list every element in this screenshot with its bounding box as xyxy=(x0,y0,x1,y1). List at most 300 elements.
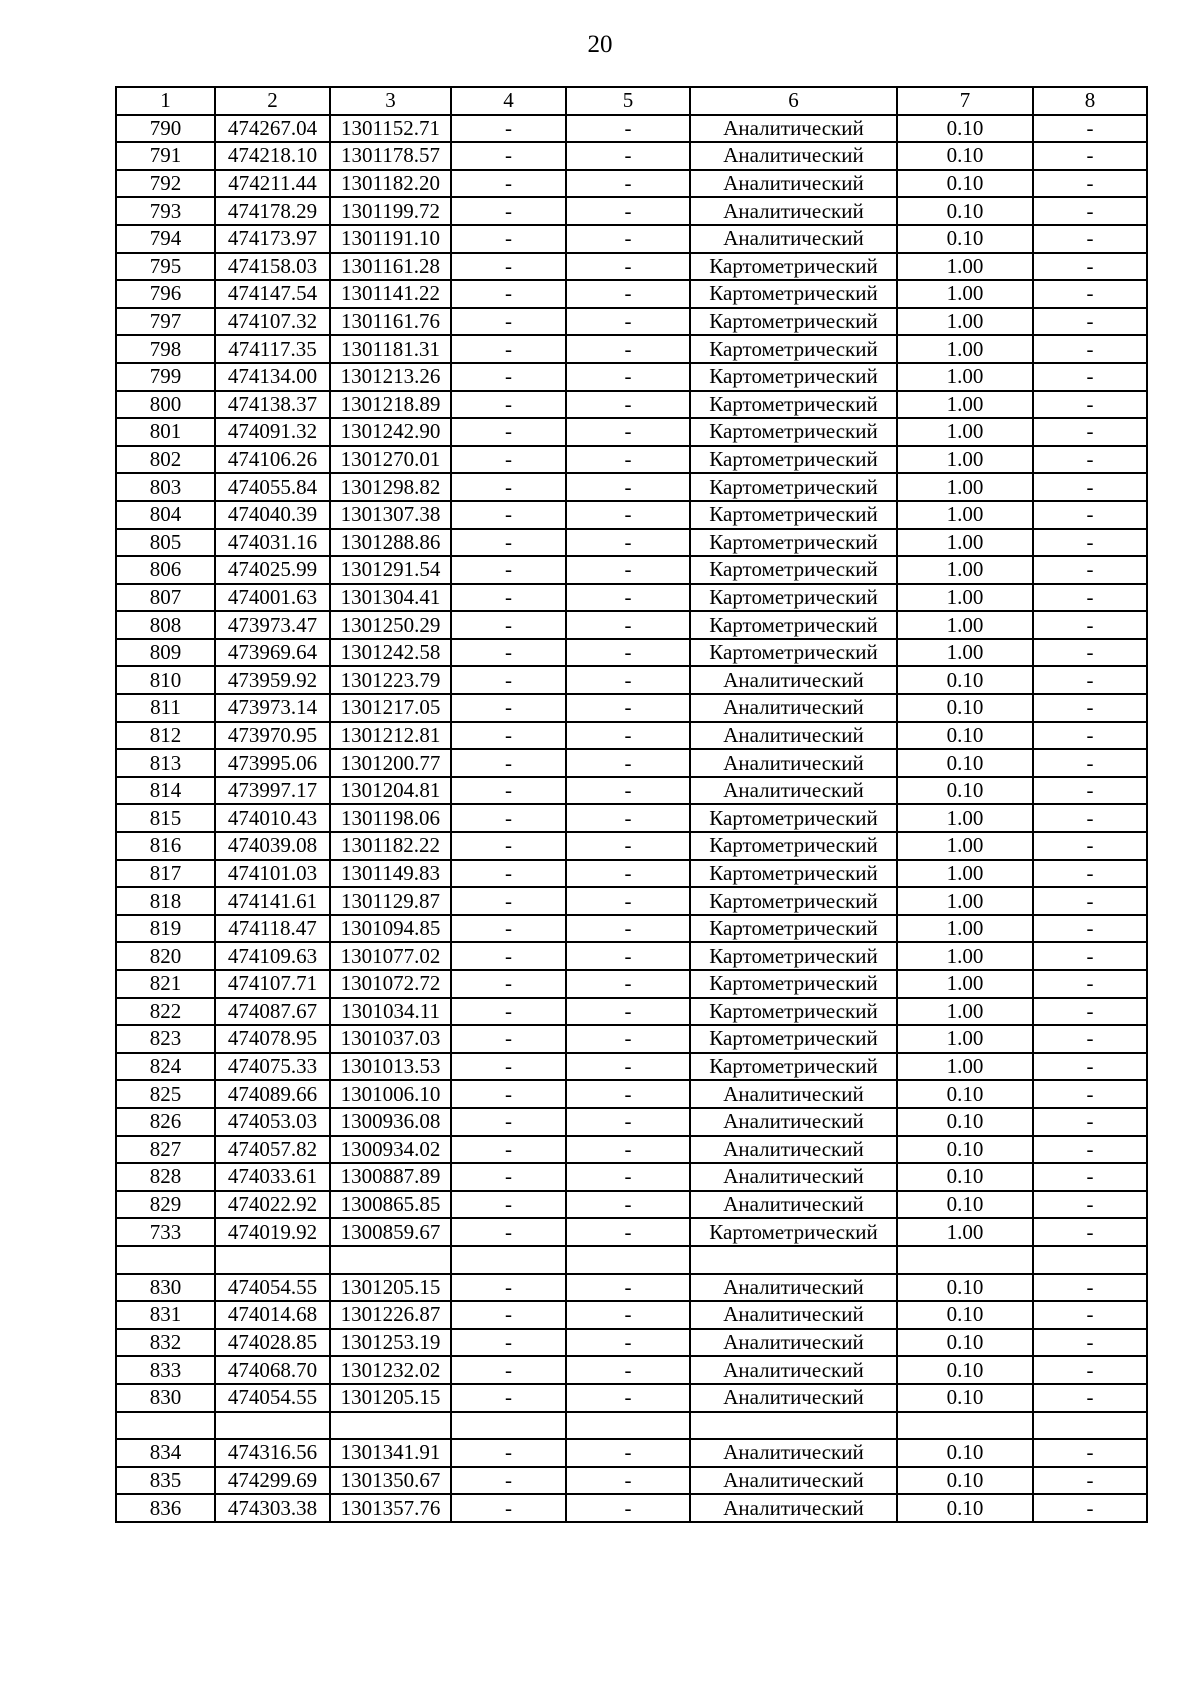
coord-x-cell: 474109.63 xyxy=(215,942,330,970)
col-5-cell: - xyxy=(566,611,690,639)
point-number-cell: 810 xyxy=(116,666,215,694)
col-5-cell: - xyxy=(566,1494,690,1522)
col-4-cell: - xyxy=(451,777,566,805)
coord-x-cell: 474040.39 xyxy=(215,501,330,529)
method-cell: Картометрический xyxy=(690,611,897,639)
coord-x-cell: 473970.95 xyxy=(215,722,330,750)
coord-x-cell: 474054.55 xyxy=(215,1384,330,1412)
method-cell: Аналитический xyxy=(690,749,897,777)
col-4-cell xyxy=(451,1412,566,1440)
table-row xyxy=(116,694,1147,722)
point-number-cell: 823 xyxy=(116,1025,215,1053)
col-4-cell: - xyxy=(451,1080,566,1108)
point-number-cell: 833 xyxy=(116,1356,215,1384)
coord-x-cell: 474001.63 xyxy=(215,584,330,612)
accuracy-cell: 1.00 xyxy=(897,391,1033,419)
header-cell: 1 xyxy=(116,87,215,115)
col-5-cell: - xyxy=(566,887,690,915)
accuracy-cell: 0.10 xyxy=(897,1356,1033,1384)
col-5-cell: - xyxy=(566,280,690,308)
col-8-cell: - xyxy=(1033,1356,1147,1384)
col-8-cell: - xyxy=(1033,253,1147,281)
col-8-cell: - xyxy=(1033,1080,1147,1108)
coordinates-table xyxy=(115,86,1148,1523)
method-cell xyxy=(690,1412,897,1440)
col-5-cell: - xyxy=(566,666,690,694)
accuracy-cell: 1.00 xyxy=(897,639,1033,667)
accuracy-cell: 1.00 xyxy=(897,1025,1033,1053)
col-8-cell: - xyxy=(1033,308,1147,336)
coord-y-cell: 1301161.76 xyxy=(330,308,451,336)
point-number-cell: 825 xyxy=(116,1080,215,1108)
col-8-cell: - xyxy=(1033,556,1147,584)
col-5-cell: - xyxy=(566,1163,690,1191)
accuracy-cell: 1.00 xyxy=(897,280,1033,308)
table-row xyxy=(116,611,1147,639)
col-4-cell: - xyxy=(451,170,566,198)
coord-y-cell: 1301298.82 xyxy=(330,473,451,501)
col-8-cell: - xyxy=(1033,280,1147,308)
col-4-cell: - xyxy=(451,363,566,391)
col-5-cell: - xyxy=(566,473,690,501)
col-5-cell xyxy=(566,1246,690,1274)
point-number-cell: 802 xyxy=(116,446,215,474)
coord-y-cell: 1301307.38 xyxy=(330,501,451,529)
point-number-cell xyxy=(116,1412,215,1440)
point-number-cell: 826 xyxy=(116,1108,215,1136)
header-cell: 2 xyxy=(215,87,330,115)
col-8-cell: - xyxy=(1033,115,1147,143)
col-8-cell: - xyxy=(1033,1218,1147,1246)
coord-y-cell: 1301182.20 xyxy=(330,170,451,198)
table-row xyxy=(116,1329,1147,1357)
point-number-cell: 799 xyxy=(116,363,215,391)
point-number-cell: 828 xyxy=(116,1163,215,1191)
col-5-cell: - xyxy=(566,115,690,143)
col-4-cell: - xyxy=(451,1467,566,1495)
col-8-cell: - xyxy=(1033,915,1147,943)
header-cell: 3 xyxy=(330,87,451,115)
col-8-cell: - xyxy=(1033,446,1147,474)
coord-x-cell: 474173.97 xyxy=(215,225,330,253)
coord-y-cell: 1301198.06 xyxy=(330,804,451,832)
coord-y-cell xyxy=(330,1246,451,1274)
method-cell: Картометрический xyxy=(690,391,897,419)
point-number-cell: 822 xyxy=(116,998,215,1026)
coord-x-cell xyxy=(215,1412,330,1440)
table-row xyxy=(116,529,1147,557)
coord-y-cell: 1301034.11 xyxy=(330,998,451,1026)
col-4-cell: - xyxy=(451,722,566,750)
coord-y-cell: 1301182.22 xyxy=(330,832,451,860)
accuracy-cell: 0.10 xyxy=(897,749,1033,777)
table-row xyxy=(116,363,1147,391)
point-number-cell: 796 xyxy=(116,280,215,308)
col-4-cell: - xyxy=(451,887,566,915)
col-5-cell: - xyxy=(566,253,690,281)
method-cell: Картометрический xyxy=(690,418,897,446)
col-8-cell: - xyxy=(1033,1384,1147,1412)
col-5-cell: - xyxy=(566,749,690,777)
point-number-cell: 824 xyxy=(116,1053,215,1081)
point-number-cell: 831 xyxy=(116,1301,215,1329)
method-cell: Аналитический xyxy=(690,694,897,722)
header-cell: 5 xyxy=(566,87,690,115)
col-4-cell: - xyxy=(451,611,566,639)
coord-y-cell: 1301232.02 xyxy=(330,1356,451,1384)
col-5-cell xyxy=(566,1412,690,1440)
method-cell: Аналитический xyxy=(690,1080,897,1108)
coord-x-cell: 474078.95 xyxy=(215,1025,330,1053)
method-cell: Аналитический xyxy=(690,197,897,225)
col-8-cell: - xyxy=(1033,225,1147,253)
col-5-cell: - xyxy=(566,1108,690,1136)
col-8-cell: - xyxy=(1033,1053,1147,1081)
col-5-cell: - xyxy=(566,1053,690,1081)
point-number-cell: 791 xyxy=(116,142,215,170)
header-cell: 4 xyxy=(451,87,566,115)
accuracy-cell: 1.00 xyxy=(897,1218,1033,1246)
coord-x-cell: 474033.61 xyxy=(215,1163,330,1191)
accuracy-cell: 0.10 xyxy=(897,1467,1033,1495)
col-4-cell: - xyxy=(451,1301,566,1329)
table-row xyxy=(116,804,1147,832)
col-4-cell: - xyxy=(451,115,566,143)
method-cell xyxy=(690,1246,897,1274)
method-cell: Аналитический xyxy=(690,115,897,143)
coord-x-cell: 474316.56 xyxy=(215,1439,330,1467)
col-5-cell: - xyxy=(566,1384,690,1412)
col-5-cell: - xyxy=(566,1439,690,1467)
coord-x-cell: 474107.71 xyxy=(215,970,330,998)
table-row xyxy=(116,1301,1147,1329)
point-number-cell: 819 xyxy=(116,915,215,943)
col-4-cell: - xyxy=(451,1356,566,1384)
accuracy-cell: 1.00 xyxy=(897,363,1033,391)
accuracy-cell: 0.10 xyxy=(897,1494,1033,1522)
table-row xyxy=(116,197,1147,225)
col-5-cell: - xyxy=(566,998,690,1026)
point-number-cell: 806 xyxy=(116,556,215,584)
method-cell: Картометрический xyxy=(690,1218,897,1246)
point-number-cell: 805 xyxy=(116,529,215,557)
method-cell: Аналитический xyxy=(690,1356,897,1384)
point-number-cell: 836 xyxy=(116,1494,215,1522)
coord-y-cell: 1301152.71 xyxy=(330,115,451,143)
coord-y-cell: 1301242.58 xyxy=(330,639,451,667)
col-5-cell: - xyxy=(566,556,690,584)
coord-x-cell: 474303.38 xyxy=(215,1494,330,1522)
col-4-cell: - xyxy=(451,1274,566,1302)
point-number-cell: 829 xyxy=(116,1191,215,1219)
col-4-cell xyxy=(451,1246,566,1274)
accuracy-cell: 0.10 xyxy=(897,722,1033,750)
header-cell: 6 xyxy=(690,87,897,115)
accuracy-cell: 0.10 xyxy=(897,1136,1033,1164)
col-8-cell: - xyxy=(1033,391,1147,419)
col-8-cell: - xyxy=(1033,887,1147,915)
table-row xyxy=(116,418,1147,446)
coord-y-cell: 1301129.87 xyxy=(330,887,451,915)
coord-x-cell: 474178.29 xyxy=(215,197,330,225)
point-number-cell: 797 xyxy=(116,308,215,336)
point-number-cell: 807 xyxy=(116,584,215,612)
col-5-cell: - xyxy=(566,1080,690,1108)
col-5-cell: - xyxy=(566,529,690,557)
coord-x-cell: 473997.17 xyxy=(215,777,330,805)
accuracy-cell: 1.00 xyxy=(897,915,1033,943)
col-5-cell: - xyxy=(566,722,690,750)
method-cell: Аналитический xyxy=(690,1274,897,1302)
coord-y-cell: 1300934.02 xyxy=(330,1136,451,1164)
table-row xyxy=(116,225,1147,253)
point-number-cell: 800 xyxy=(116,391,215,419)
table-row xyxy=(116,639,1147,667)
table-row xyxy=(116,666,1147,694)
accuracy-cell: 1.00 xyxy=(897,473,1033,501)
method-cell: Картометрический xyxy=(690,887,897,915)
table-row xyxy=(116,1274,1147,1302)
col-4-cell: - xyxy=(451,1108,566,1136)
method-cell: Картометрический xyxy=(690,446,897,474)
col-5-cell: - xyxy=(566,1467,690,1495)
coord-y-cell: 1301350.67 xyxy=(330,1467,451,1495)
col-8-cell: - xyxy=(1033,1025,1147,1053)
coord-x-cell: 474141.61 xyxy=(215,887,330,915)
table-row xyxy=(116,556,1147,584)
coord-y-cell: 1301205.15 xyxy=(330,1384,451,1412)
col-4-cell: - xyxy=(451,529,566,557)
coord-y-cell: 1301304.41 xyxy=(330,584,451,612)
method-cell: Картометрический xyxy=(690,639,897,667)
method-cell: Картометрический xyxy=(690,501,897,529)
coord-y-cell: 1301037.03 xyxy=(330,1025,451,1053)
point-number-cell: 809 xyxy=(116,639,215,667)
table-row xyxy=(116,1191,1147,1219)
col-8-cell: - xyxy=(1033,777,1147,805)
coord-y-cell: 1301006.10 xyxy=(330,1080,451,1108)
coord-x-cell: 474055.84 xyxy=(215,473,330,501)
accuracy-cell: 0.10 xyxy=(897,1163,1033,1191)
coord-x-cell: 474106.26 xyxy=(215,446,330,474)
accuracy-cell: 1.00 xyxy=(897,998,1033,1026)
coord-y-cell: 1301288.86 xyxy=(330,529,451,557)
coord-y-cell: 1301212.81 xyxy=(330,722,451,750)
col-5-cell: - xyxy=(566,1025,690,1053)
col-8-cell: - xyxy=(1033,694,1147,722)
col-4-cell: - xyxy=(451,1384,566,1412)
col-8-cell: - xyxy=(1033,335,1147,363)
coord-y-cell: 1301226.87 xyxy=(330,1301,451,1329)
col-8-cell: - xyxy=(1033,501,1147,529)
col-8-cell: - xyxy=(1033,1108,1147,1136)
col-5-cell: - xyxy=(566,860,690,888)
accuracy-cell: 0.10 xyxy=(897,1439,1033,1467)
coord-x-cell: 474091.32 xyxy=(215,418,330,446)
point-number-cell: 795 xyxy=(116,253,215,281)
table-row xyxy=(116,308,1147,336)
coord-x-cell: 474031.16 xyxy=(215,529,330,557)
coord-x-cell: 474019.92 xyxy=(215,1218,330,1246)
method-cell: Картометрический xyxy=(690,970,897,998)
point-number-cell: 827 xyxy=(116,1136,215,1164)
col-4-cell: - xyxy=(451,142,566,170)
point-number-cell: 813 xyxy=(116,749,215,777)
coord-x-cell: 474089.66 xyxy=(215,1080,330,1108)
coord-x-cell: 473969.64 xyxy=(215,639,330,667)
method-cell: Картометрический xyxy=(690,473,897,501)
point-number-cell: 798 xyxy=(116,335,215,363)
col-5-cell: - xyxy=(566,501,690,529)
point-number-cell: 818 xyxy=(116,887,215,915)
accuracy-cell: 1.00 xyxy=(897,942,1033,970)
coord-y-cell: 1301161.28 xyxy=(330,253,451,281)
col-8-cell: - xyxy=(1033,639,1147,667)
method-cell: Аналитический xyxy=(690,1108,897,1136)
point-number-cell: 835 xyxy=(116,1467,215,1495)
coord-y-cell: 1301141.22 xyxy=(330,280,451,308)
accuracy-cell: 0.10 xyxy=(897,1329,1033,1357)
coord-x-cell: 473995.06 xyxy=(215,749,330,777)
accuracy-cell: 0.10 xyxy=(897,1191,1033,1219)
coord-x-cell: 474028.85 xyxy=(215,1329,330,1357)
coord-y-cell: 1301178.57 xyxy=(330,142,451,170)
accuracy-cell: 1.00 xyxy=(897,887,1033,915)
method-cell: Картометрический xyxy=(690,253,897,281)
method-cell: Аналитический xyxy=(690,777,897,805)
coord-x-cell: 474211.44 xyxy=(215,170,330,198)
accuracy-cell: 0.10 xyxy=(897,170,1033,198)
col-8-cell: - xyxy=(1033,666,1147,694)
coord-x-cell: 474117.35 xyxy=(215,335,330,363)
coord-y-cell: 1301204.81 xyxy=(330,777,451,805)
col-4-cell: - xyxy=(451,197,566,225)
coord-y-cell: 1300859.67 xyxy=(330,1218,451,1246)
accuracy-cell: 0.10 xyxy=(897,142,1033,170)
table-row xyxy=(116,749,1147,777)
accuracy-cell: 1.00 xyxy=(897,804,1033,832)
col-4-cell: - xyxy=(451,391,566,419)
col-5-cell: - xyxy=(566,170,690,198)
point-number-cell: 815 xyxy=(116,804,215,832)
col-8-cell: - xyxy=(1033,832,1147,860)
method-cell: Картометрический xyxy=(690,1053,897,1081)
accuracy-cell: 1.00 xyxy=(897,556,1033,584)
col-4-cell: - xyxy=(451,1329,566,1357)
method-cell: Картометрический xyxy=(690,363,897,391)
col-8-cell: - xyxy=(1033,529,1147,557)
method-cell: Картометрический xyxy=(690,804,897,832)
col-8-cell xyxy=(1033,1246,1147,1274)
col-8-cell: - xyxy=(1033,804,1147,832)
col-5-cell: - xyxy=(566,942,690,970)
point-number-cell: 794 xyxy=(116,225,215,253)
method-cell: Аналитический xyxy=(690,722,897,750)
method-cell: Аналитический xyxy=(690,170,897,198)
col-4-cell: - xyxy=(451,694,566,722)
point-number-cell: 804 xyxy=(116,501,215,529)
coord-y-cell: 1301077.02 xyxy=(330,942,451,970)
col-4-cell: - xyxy=(451,666,566,694)
col-4-cell: - xyxy=(451,942,566,970)
col-8-cell: - xyxy=(1033,363,1147,391)
col-8-cell: - xyxy=(1033,418,1147,446)
point-number-cell: 830 xyxy=(116,1274,215,1302)
col-5-cell: - xyxy=(566,225,690,253)
method-cell: Аналитический xyxy=(690,1494,897,1522)
coord-y-cell xyxy=(330,1412,451,1440)
table-row xyxy=(116,1467,1147,1495)
col-4-cell: - xyxy=(451,1439,566,1467)
method-cell: Аналитический xyxy=(690,1191,897,1219)
col-5-cell: - xyxy=(566,832,690,860)
col-8-cell: - xyxy=(1033,142,1147,170)
accuracy-cell: 0.10 xyxy=(897,777,1033,805)
accuracy-cell: 0.10 xyxy=(897,694,1033,722)
method-cell: Картометрический xyxy=(690,998,897,1026)
coord-x-cell: 474107.32 xyxy=(215,308,330,336)
col-8-cell: - xyxy=(1033,860,1147,888)
coord-x-cell: 474299.69 xyxy=(215,1467,330,1495)
method-cell: Аналитический xyxy=(690,142,897,170)
table-row xyxy=(116,446,1147,474)
point-number-cell: 830 xyxy=(116,1384,215,1412)
coord-x-cell: 474054.55 xyxy=(215,1274,330,1302)
col-4-cell: - xyxy=(451,1025,566,1053)
col-4-cell: - xyxy=(451,1136,566,1164)
col-5-cell: - xyxy=(566,1356,690,1384)
coord-y-cell: 1301199.72 xyxy=(330,197,451,225)
point-number-cell xyxy=(116,1246,215,1274)
table-row xyxy=(116,998,1147,1026)
coord-y-cell: 1301191.10 xyxy=(330,225,451,253)
coord-x-cell: 474147.54 xyxy=(215,280,330,308)
col-5-cell: - xyxy=(566,1191,690,1219)
coord-x-cell: 474087.67 xyxy=(215,998,330,1026)
table-row xyxy=(116,1356,1147,1384)
col-5-cell: - xyxy=(566,804,690,832)
coord-x-cell: 474039.08 xyxy=(215,832,330,860)
method-cell: Картометрический xyxy=(690,335,897,363)
col-5-cell: - xyxy=(566,915,690,943)
col-5-cell: - xyxy=(566,970,690,998)
accuracy-cell xyxy=(897,1412,1033,1440)
method-cell: Аналитический xyxy=(690,1467,897,1495)
point-number-cell: 821 xyxy=(116,970,215,998)
col-4-cell: - xyxy=(451,1163,566,1191)
coord-y-cell: 1301218.89 xyxy=(330,391,451,419)
method-cell: Аналитический xyxy=(690,1329,897,1357)
coord-y-cell: 1301213.26 xyxy=(330,363,451,391)
table-row xyxy=(116,170,1147,198)
coord-y-cell: 1301250.29 xyxy=(330,611,451,639)
coord-y-cell: 1301181.31 xyxy=(330,335,451,363)
col-5-cell: - xyxy=(566,391,690,419)
table-row xyxy=(116,115,1147,143)
col-4-cell: - xyxy=(451,280,566,308)
coord-x-cell: 474014.68 xyxy=(215,1301,330,1329)
col-5-cell: - xyxy=(566,308,690,336)
col-8-cell: - xyxy=(1033,749,1147,777)
accuracy-cell: 0.10 xyxy=(897,1080,1033,1108)
point-number-cell: 808 xyxy=(116,611,215,639)
coord-x-cell xyxy=(215,1246,330,1274)
table-row xyxy=(116,1163,1147,1191)
table-row xyxy=(116,473,1147,501)
col-8-cell: - xyxy=(1033,1163,1147,1191)
method-cell: Картометрический xyxy=(690,1025,897,1053)
col-5-cell: - xyxy=(566,418,690,446)
